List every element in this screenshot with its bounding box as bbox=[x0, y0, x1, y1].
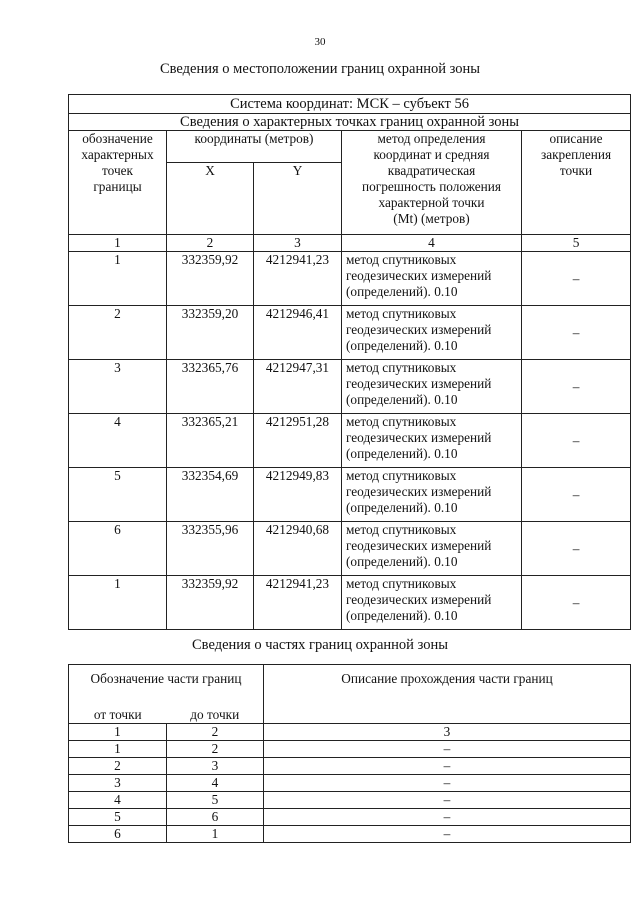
column-numbering-row bbox=[69, 235, 631, 252]
header-coordinates: координаты (метров) bbox=[167, 131, 342, 163]
table-row bbox=[69, 791, 631, 808]
method-cell: метод спутниковых геодезических измерений (определений). 0.10 bbox=[342, 522, 522, 576]
header-description: описание закрепления точки bbox=[522, 131, 631, 235]
description-cell: – bbox=[522, 468, 631, 522]
y-coordinate: 4212940,68 bbox=[254, 522, 342, 576]
column-number: 5 bbox=[522, 235, 631, 252]
column-number: 1 bbox=[69, 235, 167, 252]
part-description: – bbox=[264, 740, 631, 757]
x-coordinate: 332359,92 bbox=[167, 252, 254, 306]
part-description: – bbox=[264, 757, 631, 774]
method-cell: метод спутниковых геодезических измерений (определений). 0.10 bbox=[342, 576, 522, 630]
x-coordinate: 332355,96 bbox=[167, 522, 254, 576]
from-point: 1 bbox=[69, 740, 167, 757]
description-cell: – bbox=[522, 252, 631, 306]
y-coordinate: 4212951,28 bbox=[254, 414, 342, 468]
part-description: 3 bbox=[264, 723, 631, 740]
to-point: 6 bbox=[167, 808, 264, 825]
part-description: – bbox=[264, 808, 631, 825]
to-point: 5 bbox=[167, 791, 264, 808]
to-point: 2 bbox=[167, 723, 264, 740]
column-number: 2 bbox=[167, 235, 254, 252]
boundary-points-table bbox=[68, 94, 631, 630]
to-point: 1 bbox=[167, 825, 264, 842]
method-cell: метод спутниковых геодезических измерений (определений). 0.10 bbox=[342, 468, 522, 522]
point-number: 5 bbox=[69, 468, 167, 522]
section-title-parts: Сведения о частях границ охранной зоны bbox=[192, 637, 448, 653]
description-cell: – bbox=[522, 576, 631, 630]
point-number: 1 bbox=[69, 576, 167, 630]
table-row bbox=[69, 468, 631, 522]
point-number: 6 bbox=[69, 522, 167, 576]
page-number: 30 bbox=[314, 36, 326, 48]
y-coordinate: 4212941,23 bbox=[254, 252, 342, 306]
y-coordinate: 4212946,41 bbox=[254, 306, 342, 360]
part-description: – bbox=[264, 825, 631, 842]
header-method: метод определения координат и средняя квадратическая погрешность положения характерной точки (Mt) (метров) bbox=[342, 131, 522, 235]
header-to-point: до точки bbox=[167, 707, 264, 724]
from-point: 3 bbox=[69, 774, 167, 791]
column-number: 4 bbox=[342, 235, 522, 252]
header-point-designation: обозначение характерных точек границы bbox=[69, 131, 167, 235]
header-part-description: Описание прохождения части границ bbox=[264, 665, 631, 724]
x-coordinate: 332365,76 bbox=[167, 360, 254, 414]
table-row bbox=[69, 774, 631, 791]
description-cell: – bbox=[522, 414, 631, 468]
to-point: 4 bbox=[167, 774, 264, 791]
x-coordinate: 332359,92 bbox=[167, 576, 254, 630]
table-row bbox=[69, 252, 631, 306]
y-coordinate: 4212949,83 bbox=[254, 468, 342, 522]
y-coordinate: 4212941,23 bbox=[254, 576, 342, 630]
from-point: 1 bbox=[69, 723, 167, 740]
table-row bbox=[69, 576, 631, 630]
from-point: 4 bbox=[69, 791, 167, 808]
x-coordinate: 332365,21 bbox=[167, 414, 254, 468]
description-cell: – bbox=[522, 522, 631, 576]
point-number: 1 bbox=[69, 252, 167, 306]
header-y: Y bbox=[254, 163, 342, 235]
description-cell: – bbox=[522, 360, 631, 414]
header-part-designation: Обозначение части границ bbox=[69, 665, 264, 707]
table-row bbox=[69, 723, 631, 740]
to-point: 2 bbox=[167, 740, 264, 757]
table-row bbox=[69, 825, 631, 842]
to-point: 3 bbox=[167, 757, 264, 774]
part-description: – bbox=[264, 774, 631, 791]
boundary-parts-table bbox=[68, 664, 631, 843]
table-row bbox=[69, 757, 631, 774]
point-number: 3 bbox=[69, 360, 167, 414]
method-cell: метод спутниковых геодезических измерений (определений). 0.10 bbox=[342, 360, 522, 414]
column-number: 3 bbox=[254, 235, 342, 252]
method-cell: метод спутниковых геодезических измерений (определений). 0.10 bbox=[342, 414, 522, 468]
table-row bbox=[69, 414, 631, 468]
from-point: 5 bbox=[69, 808, 167, 825]
from-point: 6 bbox=[69, 825, 167, 842]
part-description: – bbox=[264, 791, 631, 808]
points-info-row: Сведения о характерных точках границ охранной зоны bbox=[69, 114, 631, 131]
section-title-boundaries: Сведения о местоположении границ охранной зоны bbox=[159, 61, 480, 77]
method-cell: метод спутниковых геодезических измерений (определений). 0.10 bbox=[342, 252, 522, 306]
y-coordinate: 4212947,31 bbox=[254, 360, 342, 414]
point-number: 2 bbox=[69, 306, 167, 360]
description-cell: – bbox=[522, 306, 631, 360]
point-number: 4 bbox=[69, 414, 167, 468]
header-x: X bbox=[167, 163, 254, 235]
x-coordinate: 332359,20 bbox=[167, 306, 254, 360]
from-point: 2 bbox=[69, 757, 167, 774]
table-row bbox=[69, 360, 631, 414]
table-row bbox=[69, 522, 631, 576]
coordinate-system-row: Система координат: МСК – субъект 56 bbox=[69, 95, 631, 114]
x-coordinate: 332354,69 bbox=[167, 468, 254, 522]
table-row bbox=[69, 808, 631, 825]
method-cell: метод спутниковых геодезических измерений (определений). 0.10 bbox=[342, 306, 522, 360]
table-row bbox=[69, 306, 631, 360]
table-row bbox=[69, 740, 631, 757]
header-from-point: от точки bbox=[69, 707, 167, 724]
